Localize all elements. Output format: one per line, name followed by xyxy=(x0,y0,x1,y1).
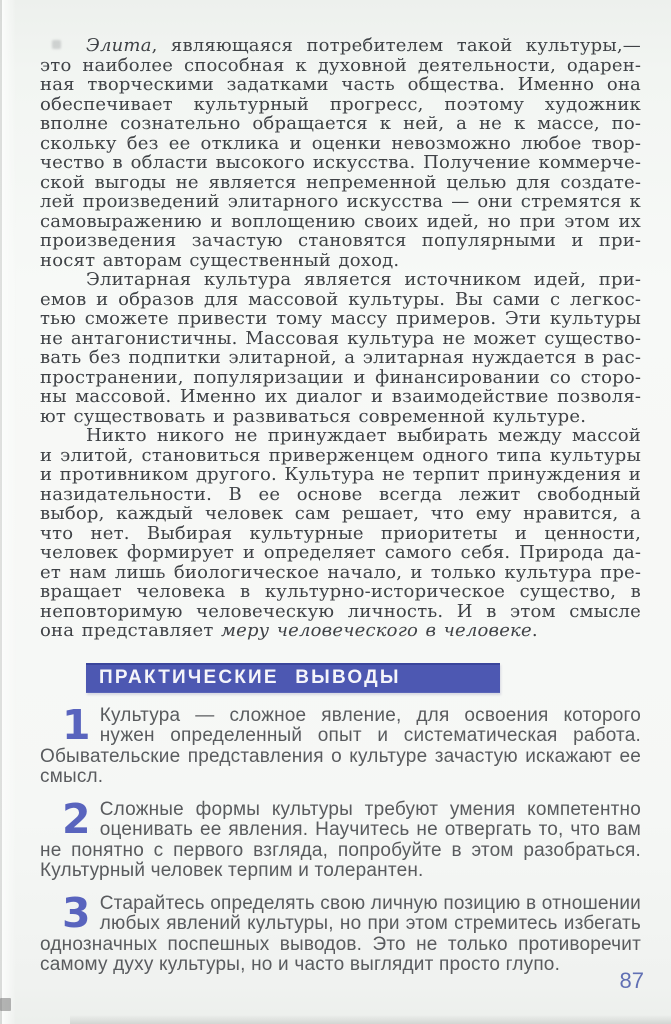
paragraph-2 xyxy=(40,270,641,426)
section-header-banner xyxy=(86,663,500,693)
paragraph-3 xyxy=(40,426,641,641)
bottom-scan-shadow xyxy=(70,1015,671,1024)
conclusion-item-2 xyxy=(40,794,641,882)
item-2-text: Сложные формы культуры требуют умения компетентно оценивать ее явления. Научитесь не отвергать то, что вам не понятно с первого взгляда, попробуйте в этом разобраться. Культурный человек терпим и толерантен. xyxy=(40,798,641,881)
item-2-number: 2 xyxy=(62,794,91,843)
paragraph-3-period: . xyxy=(531,620,538,641)
paragraph-3-text: Никто никого не принуждает выбирать между массой и элитой, становиться приверженцем одного типа культуры и противником другого. Культура не терпит принуждения и назидательности. В ее основе всегда лежит свободный выбор, каждый человек сам решает, что ему нравится, а что нет. Выбирая культурные приоритеты и ценности, человек формирует и определяет самого себя. Природа дает нам лишь биологическое начало, и только культура превращает человека в культурно-историческое существо, в неповторимую человеческую личность. И в этом смысле она представляет xyxy=(40,425,641,641)
conclusion-item-1 xyxy=(40,700,641,788)
conclusion-item-3 xyxy=(40,888,641,976)
paragraph-3-italic-tail: меру человеческого в человеке xyxy=(220,620,532,641)
practical-conclusions-list xyxy=(40,700,641,976)
scan-edge-mark xyxy=(0,998,11,1011)
item-3-text: Старайтесь определять свою личную позицию в отношении любых явлений культуры, но при этом стремитесь избегать однозначных поспешных выводов. Это не только противоречит самому духу культуры, но и часто выглядит просто глупо. xyxy=(40,892,641,975)
paragraph-1 xyxy=(40,36,641,270)
section-header-title: ПРАКТИЧЕСКИЕ ВЫВОДЫ xyxy=(99,666,401,688)
item-3-number: 3 xyxy=(62,888,91,937)
body-text-block xyxy=(40,36,641,641)
page-edge-shading xyxy=(0,0,16,1024)
paragraph-1-italic-lead: Элита xyxy=(86,35,152,56)
page-content xyxy=(40,36,641,988)
page-number: 87 xyxy=(619,968,644,993)
paragraph-2-text: Элитарная культура является источником идей, приемов и образов для массовой культуры. Вы сами с легкостью сможете привести тому массу примеров. Эти культуры не антагонистичны. Массовая культура не может существовать без подпитки элитарной, а элитарная нуждается в распространении, популяризации и финансировании со стороны массовой. Именно их диалог и взаимодействие позволяют существовать и развиваться современной культуре. xyxy=(40,269,641,427)
item-1-number: 1 xyxy=(62,700,91,749)
item-1-text: Культура — сложное явление, для освоения которого нужен определенный опыт и систематическая работа. Обывательские представления о культуре зачастую искажают ее смысл. xyxy=(40,704,641,787)
paragraph-1-text: , являющаяся потребителем такой культуры,— это наиболее способная к духовной деятельности, одаренная творческими задатками часть общества. Именно она обеспечивает культурный прогресс, поэтому художник вполне сознательно обращается к ней, а не к массе, поскольку без ее отклика и оценки невозможно любое творчество в области высокого искусства. Получение коммерческой выгоды не является непременной целью для создателей произведений элитарного искусства — они стремятся к самовыражению и воплощению своих идей, но при этом их произведения зачастую становятся популярными и приносят авторам существенный доход. xyxy=(40,35,641,271)
